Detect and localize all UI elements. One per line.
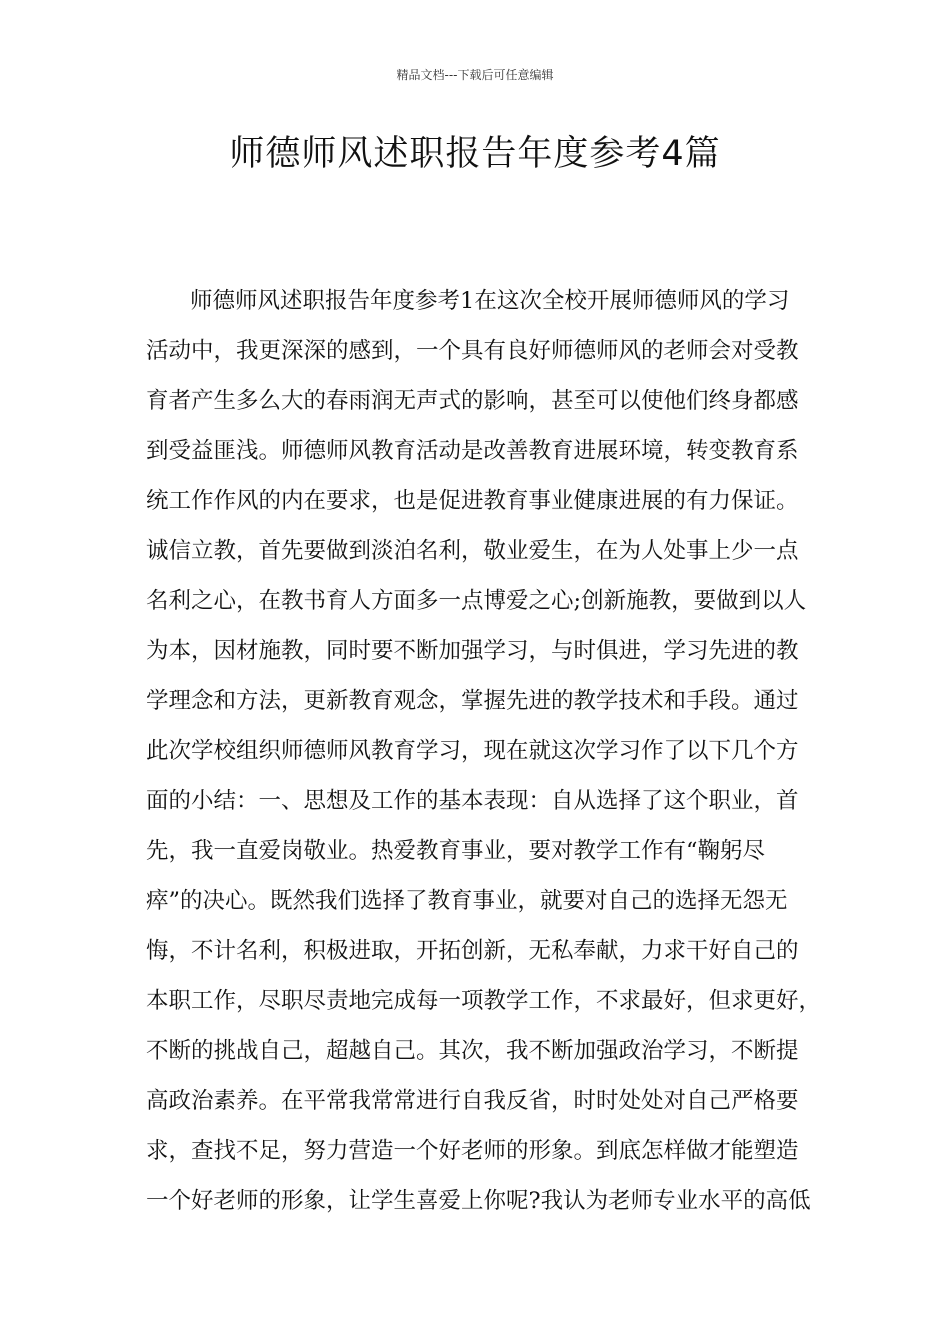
- body-line: 不断的挑战自己，超越自己。其次，我不断加强政治学习，不断提: [146, 1038, 799, 1064]
- body-line: 育者产生多么大的春雨润无声式的影响，甚至可以使他们终身都感: [146, 388, 799, 414]
- body-line: 活动中，我更深深的感到，一个具有良好师德师风的老师会对受教: [146, 338, 799, 364]
- body-line: 高政治素养。在平常我常常进行自我反省，时时处处对自己严格要: [146, 1088, 799, 1114]
- header-note: 精品文档---下载后可任意编辑: [396, 68, 554, 82]
- document-title: 师德师风述职报告年度参考4篇: [229, 134, 721, 174]
- body-line: 先，我一直爱岗敬业。热爱教育事业，要对教学工作有“鞠躬尽: [146, 838, 766, 864]
- body-line: 诚信立教，首先要做到淡泊名利，敬业爱生，在为人处事上少一点: [146, 538, 799, 564]
- body-line: 名利之心，在教书育人方面多一点博爱之心;创新施教，要做到以人: [146, 588, 807, 614]
- body-line: 到受益匪浅。师德师风教育活动是改善教育进展环境，转变教育系: [146, 438, 799, 464]
- body-line: 瘁”的决心。既然我们选择了教育事业，就要对自己的选择无怨无: [146, 888, 788, 914]
- body-line: 为本，因材施教，同时要不断加强学习，与时俱进，学习先进的教: [146, 638, 799, 664]
- body-line: 求，查找不足，努力营造一个好老师的形象。到底怎样做才能塑造: [146, 1138, 799, 1164]
- body-line: 一个好老师的形象，让学生喜爱上你呢?我认为老师专业水平的高低: [146, 1188, 811, 1214]
- body-line: 此次学校组织师德师风教育学习，现在就这次学习作了以下几个方: [146, 738, 799, 764]
- body-line: 面的小结：一、思想及工作的基本表现：自从选择了这个职业，首: [146, 788, 799, 814]
- document-body: [146, 283, 846, 1233]
- body-line: 师德师风述职报告年度参考1在这次全校开展师德师风的学习: [190, 288, 790, 314]
- body-line: 统工作作风的内在要求，也是促进教育事业健康进展的有力保证。: [146, 488, 799, 514]
- body-line: 悔，不计名利，积极进取，开拓创新，无私奉献，力求干好自己的: [146, 938, 799, 964]
- body-line: 本职工作，尽职尽责地完成每一项教学工作，不求最好，但求更好，: [146, 988, 822, 1014]
- body-line: 学理念和方法，更新教育观念，掌握先进的教学技术和手段。通过: [146, 688, 799, 714]
